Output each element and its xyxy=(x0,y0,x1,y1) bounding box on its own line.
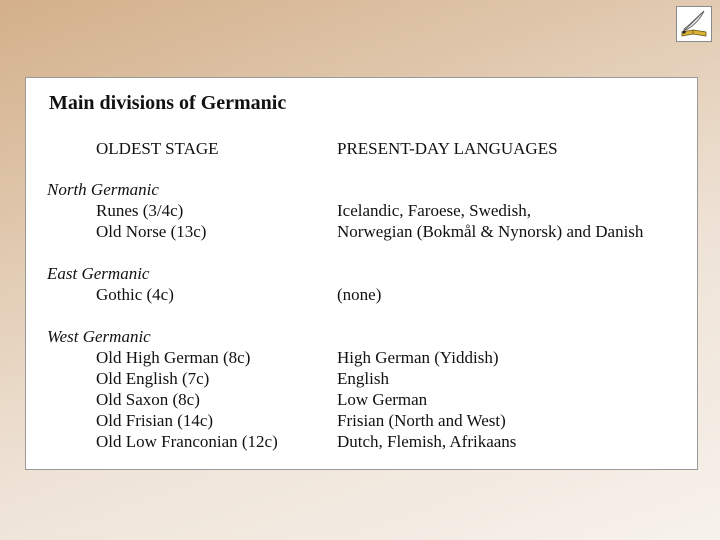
present-day-item: English xyxy=(337,369,389,388)
content-panel xyxy=(25,77,698,470)
present-day-item: High German (Yiddish) xyxy=(337,348,499,367)
oldest-stage-item: Old Saxon (8c) xyxy=(96,390,200,409)
group-name-north-germanic: North Germanic xyxy=(47,180,159,199)
column-header-present-day-languages: PRESENT-DAY LANGUAGES xyxy=(337,139,558,158)
present-day-item: Low German xyxy=(337,390,428,409)
oldest-stage-item: Old Low Franconian (12c) xyxy=(96,432,278,451)
oldest-stage-item: Old Frisian (14c) xyxy=(96,411,214,430)
slide-title: Main divisions of Germanic xyxy=(49,92,287,114)
present-day-item: Icelandic, Faroese, Swedish, xyxy=(337,201,532,220)
quill-and-book-icon[interactable] xyxy=(676,6,712,42)
oldest-stage-item: Old English (7c) xyxy=(96,369,210,388)
column-header-oldest-stage: OLDEST STAGE xyxy=(96,139,219,158)
present-day-item: (none) xyxy=(337,285,382,304)
oldest-stage-item: Old Norse (13c) xyxy=(96,222,207,241)
oldest-stage-item: Old High German (8c) xyxy=(96,348,251,367)
group-name-east-germanic: East Germanic xyxy=(47,264,150,283)
oldest-stage-item: Gothic (4c) xyxy=(96,285,174,304)
oldest-stage-item: Runes (3/4c) xyxy=(96,201,184,220)
present-day-item: Dutch, Flemish, Afrikaans xyxy=(337,432,517,451)
group-name-west-germanic: West Germanic xyxy=(47,327,151,346)
present-day-item: Norwegian (Bokmål & Nynorsk) and Danish xyxy=(337,222,644,241)
present-day-item: Frisian (North and West) xyxy=(337,411,506,430)
